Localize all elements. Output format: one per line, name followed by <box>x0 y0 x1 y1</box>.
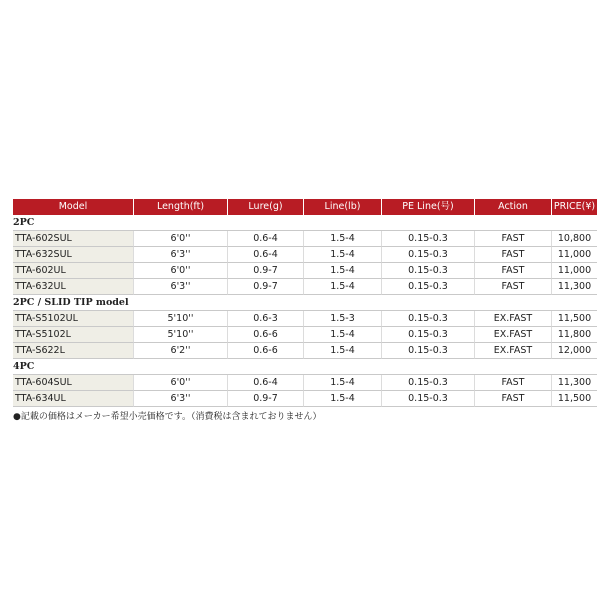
cell-model: TTA-602SUL <box>13 231 134 247</box>
cell-model: TTA-S5102UL <box>13 311 134 327</box>
group-title: 2PC / SLID TIP model <box>13 295 597 311</box>
cell-lure: 0.9-7 <box>228 263 304 279</box>
spec-table <box>13 199 597 407</box>
table-row <box>13 279 597 295</box>
cell-lure: 0.6-4 <box>228 375 304 391</box>
cell-line: 1.5-4 <box>304 327 382 343</box>
cell-pe-line: 0.15-0.3 <box>382 327 475 343</box>
group-row <box>13 359 597 375</box>
cell-length: 6'0'' <box>134 375 228 391</box>
table-row <box>13 375 597 391</box>
header-model: Model <box>13 199 134 215</box>
cell-pe-line: 0.15-0.3 <box>382 263 475 279</box>
cell-line: 1.5-3 <box>304 311 382 327</box>
cell-price: 11,500 <box>552 391 597 407</box>
cell-pe-line: 0.15-0.3 <box>382 391 475 407</box>
cell-length: 6'3'' <box>134 279 228 295</box>
header-length: Length(ft) <box>134 199 228 215</box>
table-row <box>13 311 597 327</box>
cell-model: TTA-634UL <box>13 391 134 407</box>
spec-table-container <box>13 199 596 422</box>
cell-length: 6'3'' <box>134 391 228 407</box>
header-price: PRICE(¥) <box>552 199 597 215</box>
cell-lure: 0.6-4 <box>228 247 304 263</box>
header-lure: Lure(g) <box>228 199 304 215</box>
cell-lure: 0.9-7 <box>228 391 304 407</box>
group-row <box>13 295 597 311</box>
group-row <box>13 215 597 231</box>
cell-line: 1.5-4 <box>304 343 382 359</box>
cell-length: 6'0'' <box>134 231 228 247</box>
cell-pe-line: 0.15-0.3 <box>382 279 475 295</box>
cell-price: 11,300 <box>552 375 597 391</box>
cell-lure: 0.6-6 <box>228 343 304 359</box>
cell-price: 10,800 <box>552 231 597 247</box>
cell-action: FAST <box>475 231 552 247</box>
cell-action: FAST <box>475 375 552 391</box>
cell-lure: 0.9-7 <box>228 279 304 295</box>
cell-model: TTA-604SUL <box>13 375 134 391</box>
cell-price: 11,500 <box>552 311 597 327</box>
group-title: 2PC <box>13 215 597 231</box>
cell-model: TTA-632UL <box>13 279 134 295</box>
cell-line: 1.5-4 <box>304 263 382 279</box>
cell-line: 1.5-4 <box>304 231 382 247</box>
price-note: ●記載の価格はメーカー希望小売価格です。（消費税は含まれておりません） <box>13 412 322 422</box>
cell-model: TTA-602UL <box>13 263 134 279</box>
cell-action: FAST <box>475 279 552 295</box>
table-row <box>13 263 597 279</box>
cell-model: TTA-S622L <box>13 343 134 359</box>
cell-pe-line: 0.15-0.3 <box>382 231 475 247</box>
cell-action: FAST <box>475 247 552 263</box>
cell-action: EX.FAST <box>475 343 552 359</box>
cell-price: 11,300 <box>552 279 597 295</box>
cell-price: 11,000 <box>552 247 597 263</box>
cell-model: TTA-S5102L <box>13 327 134 343</box>
cell-length: 6'2'' <box>134 343 228 359</box>
cell-length: 5'10'' <box>134 311 228 327</box>
table-header-row <box>13 199 597 215</box>
cell-price: 11,800 <box>552 327 597 343</box>
cell-length: 6'3'' <box>134 247 228 263</box>
header-line: Line(lb) <box>304 199 382 215</box>
header-pe-line: PE Line(号) <box>382 199 475 215</box>
cell-model: TTA-632SUL <box>13 247 134 263</box>
table-row <box>13 247 597 263</box>
cell-pe-line: 0.15-0.3 <box>382 375 475 391</box>
group-title: 4PC <box>13 359 597 375</box>
table-row <box>13 343 597 359</box>
cell-price: 12,000 <box>552 343 597 359</box>
cell-line: 1.5-4 <box>304 247 382 263</box>
header-action: Action <box>475 199 552 215</box>
cell-length: 5'10'' <box>134 327 228 343</box>
cell-pe-line: 0.15-0.3 <box>382 311 475 327</box>
cell-line: 1.5-4 <box>304 375 382 391</box>
cell-action: FAST <box>475 391 552 407</box>
cell-lure: 0.6-4 <box>228 231 304 247</box>
cell-line: 1.5-4 <box>304 279 382 295</box>
table-row <box>13 391 597 407</box>
table-body <box>13 215 597 407</box>
cell-action: EX.FAST <box>475 311 552 327</box>
cell-action: FAST <box>475 263 552 279</box>
cell-action: EX.FAST <box>475 327 552 343</box>
cell-length: 6'0'' <box>134 263 228 279</box>
cell-pe-line: 0.15-0.3 <box>382 343 475 359</box>
table-row <box>13 231 597 247</box>
table-row <box>13 327 597 343</box>
cell-line: 1.5-4 <box>304 391 382 407</box>
cell-lure: 0.6-3 <box>228 311 304 327</box>
cell-lure: 0.6-6 <box>228 327 304 343</box>
cell-price: 11,000 <box>552 263 597 279</box>
cell-pe-line: 0.15-0.3 <box>382 247 475 263</box>
